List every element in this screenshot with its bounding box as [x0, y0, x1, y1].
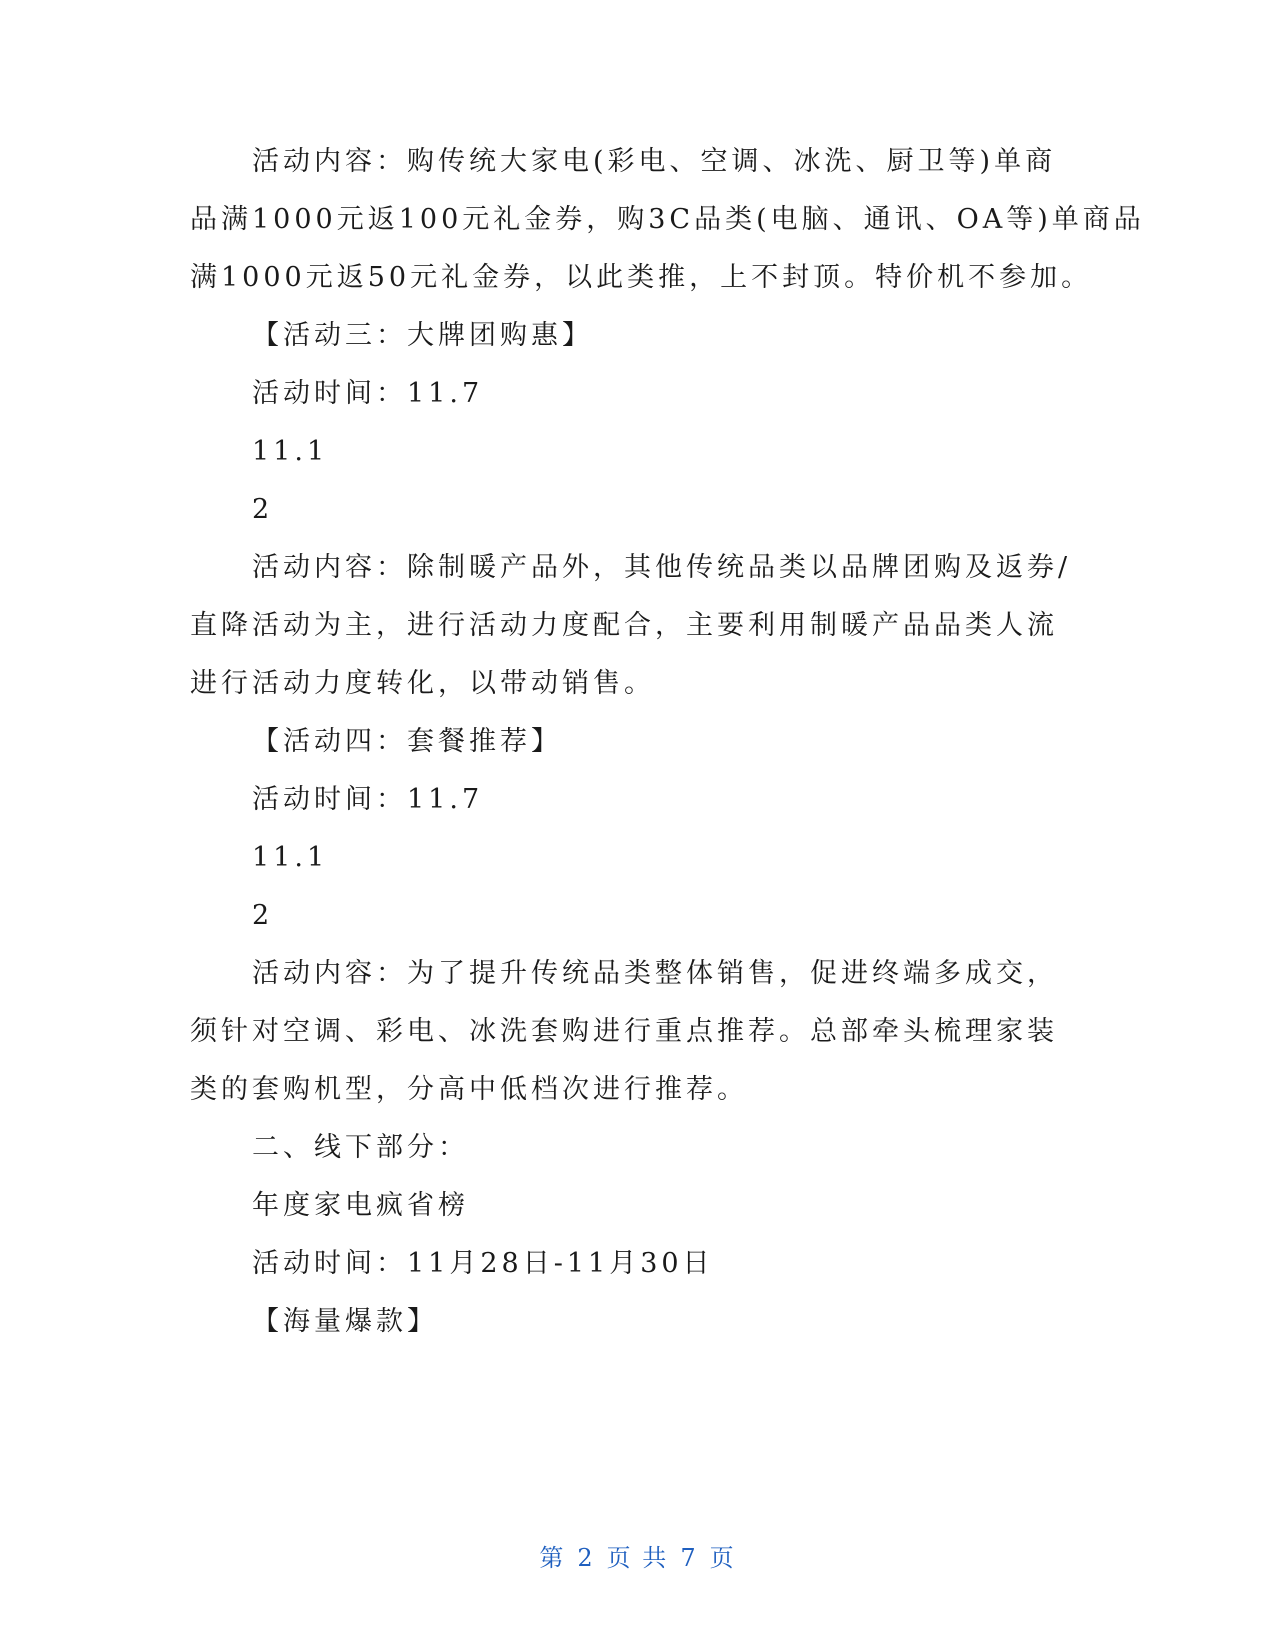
- paragraph-line: 品满1000元返100元礼金券，购3C品类(电脑、通讯、OA等)单商品: [190, 204, 1145, 235]
- paragraph-line: 年度家电疯省榜: [252, 1190, 469, 1221]
- activity-time: 活动时间：11月28日-11月30日: [252, 1248, 714, 1279]
- paragraph-line: 11.1: [252, 842, 329, 873]
- paragraph-line: 满1000元返50元礼金券，以此类推，上不封顶。特价机不参加。: [190, 262, 1093, 293]
- section-heading: 【活动四：套餐推荐】: [252, 726, 562, 757]
- footer-total-pages: 7: [680, 1544, 698, 1572]
- paragraph-line: 11.1: [252, 436, 329, 467]
- paragraph-line: 类的套购机型，分高中低档次进行推荐。: [190, 1074, 748, 1105]
- paragraph-line: 须针对空调、彩电、冰洗套购进行重点推荐。总部牵头梳理家装: [190, 1016, 1058, 1047]
- paragraph-line: 2: [252, 900, 274, 931]
- section-heading: 【海量爆款】: [252, 1306, 438, 1337]
- activity-time: 活动时间：11.7: [252, 784, 484, 815]
- page-footer: [0, 1540, 1275, 1576]
- paragraph-line: 活动内容：为了提升传统品类整体销售，促进终端多成交，: [252, 958, 1058, 989]
- footer-suffix: 页: [709, 1544, 736, 1572]
- paragraph-line: 直降活动为主，进行活动力度配合，主要利用制暖产品品类人流: [190, 610, 1058, 641]
- paragraph-line: 2: [252, 494, 274, 525]
- footer-middle: 页 共: [606, 1544, 669, 1572]
- section-heading: 【活动三：大牌团购惠】: [252, 320, 593, 351]
- footer-current-page: 2: [577, 1544, 595, 1572]
- footer-prefix: 第: [539, 1544, 566, 1572]
- section-heading: 二、线下部分：: [252, 1132, 469, 1163]
- paragraph-line: 进行活动力度转化，以带动销售。: [190, 668, 655, 699]
- activity-time: 活动时间：11.7: [252, 378, 484, 409]
- paragraph-line: 活动内容：除制暖产品外，其他传统品类以品牌团购及返券/: [252, 552, 1072, 583]
- paragraph-line: 活动内容：购传统大家电(彩电、空调、冰洗、厨卫等)单商: [252, 146, 1057, 177]
